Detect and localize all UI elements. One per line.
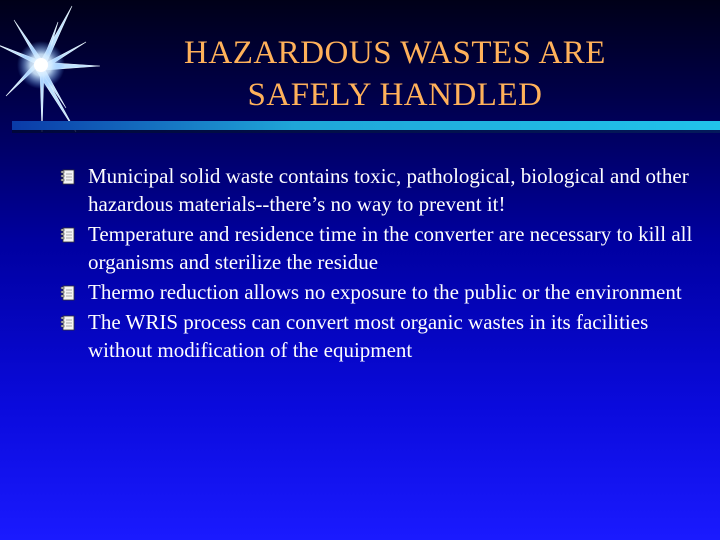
bullet-item [60, 278, 700, 306]
slide-title-line-1: HAZARDOUS WASTES ARE [184, 35, 606, 71]
slide-title-line-2: SAFELY HANDLED [247, 77, 543, 113]
slide-title [120, 32, 670, 116]
bullet-item [60, 308, 700, 364]
notebook-icon [60, 226, 76, 244]
bullet-item [60, 220, 700, 276]
notebook-icon [60, 284, 76, 302]
bullet-text: Municipal solid waste contains toxic, pathological, biological and other hazardous materials--there’s no way to prevent it! [88, 164, 689, 216]
notebook-icon [60, 314, 76, 332]
notebook-icon [60, 168, 76, 186]
title-divider [12, 121, 720, 130]
bullet-text: Thermo reduction allows no exposure to the public or the environment [88, 280, 682, 304]
bullet-text: Temperature and residence time in the converter are necessary to kill all organisms and sterilize the residue [88, 222, 693, 274]
bullet-list [60, 162, 700, 366]
starburst-logo [0, 0, 110, 135]
bullet-item [60, 162, 700, 218]
bullet-text: The WRIS process can convert most organic wastes in its facilities without modification of the equipment [88, 310, 649, 362]
